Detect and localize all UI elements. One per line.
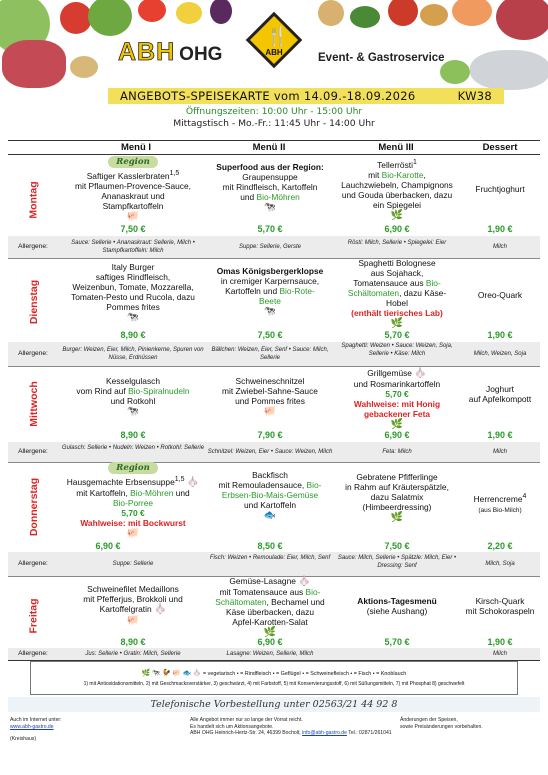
footer-right: Änderungen der Speisen, sowie Preisänderungen vorbehalten. [400, 717, 483, 730]
pig-icon: 🐖 [126, 210, 140, 222]
price-mittwoch-menu1: 8,90 € [120, 430, 146, 440]
allergy-montag-menu2: Suppe: Sellerie, Gerste [238, 244, 302, 250]
lettuce-decoration [88, 0, 132, 36]
allergy-label: Allergene: [18, 650, 48, 657]
menu-title-bar [108, 88, 504, 104]
price-montag-menu3: 6,90 € [384, 224, 410, 234]
day-label-mittwoch: Mittwoch [28, 381, 40, 427]
allergy-montag-menu3: Rösti: Milch, Sellerie • Spiegelei: Eier [347, 240, 447, 246]
footer-left: Auch im Internet unter: www.abh-gastro.de (Kreishaus) [10, 717, 62, 743]
garlic-icon: 🧄 [186, 476, 200, 488]
cow-icon: 🐄 [263, 306, 277, 317]
dish-montag-menu2: Superfood aus der Region: Graupensuppe mit Rindfleisch, Kartoffeln und Bio-Möhren 🐄 [216, 162, 324, 213]
logo-badge-text: ABH [265, 48, 283, 57]
dish-freitag-dessert: Kirsch-Quark mit Schokoraspeln [465, 596, 535, 616]
bread-decoration [420, 4, 448, 26]
dish-freitag-menu2: Gemüse-Lasagne 🧄 mit Tomatensauce aus Bio- Schältomaten, Bechamel und Käse überbacken, dazu Apfel-Karotten-Salat 🌿 [215, 576, 325, 638]
legend-text: = vegetarisch • = Rindfleisch • = Geflügel • = Schweinefleisch • = Fisch • = Knoblauch [203, 671, 407, 677]
price-dienstag-menu1: 8,90 € [120, 330, 146, 340]
dish-montag-menu1: Region Saftiger Kasslerbraten$^{1,5}$ mit Pflaumen-Provence-Sauce, Ananaskraut und Stampfkartoffeln 🐖 [75, 157, 191, 222]
pig-icon: 🐖 [126, 615, 140, 626]
table-divider [8, 140, 540, 141]
cow-icon: 🐄 [151, 670, 161, 677]
garlic-icon: 🧄 [298, 576, 311, 587]
price-dienstag-menu3: 5,70 € [384, 330, 410, 340]
allergy-dienstag-menu2: Bällchen: Weizen, Eier, Senf • Sauce: Milch, Sellerie [211, 347, 329, 361]
column-header-menu3: Menü III [378, 142, 414, 153]
allergy-donnerstag-menu1: Suppe: Sellerie [112, 561, 154, 567]
cow-icon: 🐄 [126, 406, 140, 417]
price-montag-menu1: 7,50 € [120, 224, 146, 234]
opening-hours: Öffnungszeiten: 10:00 Uhr - 15:00 Uhr [185, 106, 363, 117]
price-donnerstag-menu1: 6,90 € [95, 541, 121, 551]
price-montag-dessert: 1,90 € [487, 224, 513, 234]
region-badge: Region [108, 462, 158, 474]
column-header-menu2: Menü II [252, 142, 286, 153]
allergy-label: Allergene: [18, 350, 48, 357]
price-mittwoch-menu2: 7,90 € [257, 430, 283, 440]
company-tagline: Event- & Gastroservice [318, 52, 445, 64]
table-divider [8, 154, 540, 155]
leaf-icon: 🌿 [390, 318, 404, 329]
day-label-dienstag: Dienstag [28, 279, 40, 325]
allergy-dienstag-dessert: Milch, Weizen, Soja [473, 351, 527, 357]
dish-dienstag-menu2: Omas Königsbergerklopse in cremiger Karpernsauce, Kartoffeln und Bio-Rote- Beete 🐄 [216, 266, 324, 317]
website-link[interactable]: www.abh-gastro.de [10, 723, 54, 730]
allergy-donnerstag-menu3: Sauce: Milch, Sellerie • Spätzle: Milch, Eier • Dressing: Senf [337, 555, 457, 569]
allergy-label: Allergene: [18, 560, 48, 567]
dish-mittwoch-menu1: Kesselgulasch vom Rind auf Bio-Spiralnudeln und Rotkohl 🐄 [76, 376, 190, 417]
allergy-dienstag-menu1: Burger: Weizen, Eier, Milch, Pinienkerne, Spuren von Nüsse, Erdnüssen [62, 347, 204, 361]
price-freitag-menu1: 8,90 € [120, 637, 146, 647]
legend-box [30, 661, 518, 695]
dish-mittwoch-dessert: Joghurt auf Apfelkompott [468, 384, 532, 404]
logo-abh-text: ABH [118, 38, 176, 66]
allergy-montag-dessert: Milch [492, 244, 507, 250]
cutlery-icon: 🍴 [266, 26, 289, 46]
lunch-hours: Mittagstisch - Mo.-Fr.: 11:45 Uhr - 14:00 Uhr [173, 118, 375, 129]
table-divider [8, 366, 540, 367]
price-freitag-dessert: 1,90 € [487, 637, 513, 647]
fish-icon: 🐟 [263, 510, 277, 521]
eggplant-decoration [210, 0, 232, 24]
dish-montag-dessert: Fruchtjoghurt [475, 184, 525, 194]
dish-donnerstag-dessert: Herrencreme$^4$ (aus Bio-Milch) [473, 493, 527, 514]
garlic-icon: 🧄 [192, 670, 202, 677]
pig-icon: 🐖 [263, 406, 277, 417]
dish-montag-menu3: Tellerrösti$^1$ mit Bio-Karotte, Lauchzwiebeln, Champignons und Gouda überbacken, dazu ein Spiegelei 🌿 [341, 159, 453, 221]
dish-mittwoch-menu2: Schweineschnitzel mit Zwiebel-Sahne-Sauce und Pommes frites 🐖 [222, 376, 318, 417]
dish-dienstag-menu3: Spaghetti Bolognese aus Sojahack, Tomatensauce aus Bio- Schältomaten, dazu Käse- Hobel (enthält tierisches Lab) 🌿 [347, 258, 447, 329]
dish-freitag-menu3: Aktions-Tagesmenü (siehe Aushang) [357, 596, 437, 616]
price-dienstag-menu2: 7,50 € [257, 330, 283, 340]
legend-icons [31, 669, 517, 679]
allergy-dienstag-menu3: Spaghetti: Weizen • Sauce: Weizen, Soja, Sellerie • Käse: Milch [341, 343, 453, 357]
additives-legend: 1) mit Antioxidationsmitteln, 2) mit Geschmacksverstärker, 3) geschwärzt, 4) mit Farbstoff, 5) mit Konservierungsstoff, 6) mit Süßungsmitteln, 7) mit Phosphat 8) geschwefelt [83, 681, 465, 687]
column-header-menu1: Menü I [120, 142, 152, 153]
allergy-freitag-dessert: Milch [492, 651, 507, 657]
meat-decoration [496, 0, 548, 40]
dish-donnerstag-menu1: Region Hausgemachte Erbsensuppe$^{1,5}$ 🧄 mit Kartoffeln, Bio-Möhren und Bio-Porree 5,70 € Wahlweise: mit Bockwurst 🐖 [66, 463, 200, 539]
price-montag-menu2: 5,70 € [257, 224, 283, 234]
pepper-decoration [138, 0, 166, 22]
fish-icon: 🐟 [182, 670, 192, 677]
header-banner [0, 0, 548, 92]
allergy-label: Allergene: [18, 243, 48, 250]
meat-decoration [2, 40, 66, 88]
allergy-mittwoch-menu1: Gulasch: Sellerie • Nudeln: Weizen • Rotkohl: Sellerie [61, 445, 205, 451]
footer-middle: Alle Angebot immer nur so lange der Vorrat reicht. Es handelt sich um Aktionsangebote. ABH OHG Heinrich-Hertz-Str. 24, 46399 Bocholt, info@abh-gastro.de Tel.: 02871/261041 [190, 717, 392, 737]
pig-icon: 🐖 [172, 670, 182, 677]
calendar-week: KW38 [457, 89, 492, 103]
allergy-mittwoch-menu3: Feta: Milch [382, 449, 412, 455]
menu-title: ANGEBOTS-SPEISEKARTE vom 14.09.-18.09.2026 [120, 89, 416, 103]
leaf-icon: 🌿 [390, 512, 404, 523]
allergy-label: Allergene: [18, 448, 48, 455]
allergy-donnerstag-menu2: Fisch: Weizen • Remoulade: Eier, Milch, Senf [209, 555, 331, 561]
leaf-icon: 🌿 [390, 209, 404, 221]
leaf-icon: 🌿 [141, 670, 151, 677]
day-label-montag: Montag [28, 181, 41, 219]
price-mittwoch-menu3: 6,90 € [384, 430, 410, 440]
price-donnerstag-menu3: 7,50 € [384, 541, 410, 551]
column-header-dessert: Dessert [482, 142, 518, 153]
allergy-freitag-menu2: Lasagne: Weizen, Sellerie, Milch [226, 651, 314, 657]
price-donnerstag-menu2: 8,50 € [257, 541, 283, 551]
price-mittwoch-dessert: 1,90 € [487, 430, 513, 440]
day-label-freitag: Freitag [27, 598, 40, 634]
dish-mittwoch-menu3: Grillgemüse 🧄 und Rosmarinkartoffeln 5,70 € Wahlweise: mit Honig gebackener Feta 🌿 [353, 368, 441, 430]
dish-donnerstag-menu2: Backfisch mit Remouladensauce, Bio- Erbsen-Bio-Mais-Gemüse und Kartoffeln 🐟 [218, 470, 322, 521]
lemon-decoration [176, 2, 202, 24]
leaf-icon: 🌿 [390, 419, 404, 430]
allergy-mittwoch-menu2: Schnitzel: Weizen, Eier • Sauce: Weizen, Milch [207, 449, 333, 455]
garlic-icon: 🧄 [153, 604, 167, 615]
phone-preorder: Telefonische Vorbestellung unter 02563/21 44 92 8 [8, 697, 540, 712]
region-badge: Region [108, 156, 158, 168]
email-link[interactable]: info@abh-gastro.de [302, 730, 347, 737]
price-freitag-menu3: 5,70 € [384, 637, 410, 647]
dish-dienstag-dessert: Oreo-Quark [477, 290, 523, 300]
price-dienstag-dessert: 1,90 € [487, 330, 513, 340]
potato-decoration [70, 56, 98, 78]
dish-freitag-menu1: Schweinefilet Medaillons mit Pfefferjus, Brokkoli und Kartoffelgratin 🧄 🐖 [83, 584, 183, 626]
fish-decoration [470, 50, 548, 90]
onion-decoration [318, 0, 344, 26]
pig-icon: 🐖 [126, 527, 140, 539]
tomato-decoration [388, 0, 418, 26]
garlic-icon: 🧄 [414, 368, 427, 379]
logo-ohg-text: OHG [179, 44, 223, 65]
day-label-donnerstag: Donnerstag [28, 477, 40, 537]
allergy-donnerstag-dessert: Milch, Soja [485, 561, 515, 567]
herb-decoration [350, 6, 380, 28]
dish-donnerstag-menu3: Gebratene Pfifferlinge in Rahm auf Kräuterspätzle, dazu Salatmix (Himbeerdressing) 🌿 [345, 472, 449, 523]
allergy-montag-menu1: Sauce: Sellerie • Ananaskraut: Sellerie, Milch • Stampfkartoffeln: Milch [71, 240, 195, 254]
price-donnerstag-dessert: 2,20 € [487, 541, 513, 551]
shrimp-decoration [452, 0, 492, 26]
allergy-freitag-menu1: Jus: Sellerie • Gratin: Milch, Sellerie [85, 651, 181, 657]
chicken-icon: 🐓 [162, 670, 171, 677]
company-logo [118, 38, 222, 67]
price-freitag-menu2: 6,90 € [257, 637, 283, 647]
cow-icon: 🐄 [126, 312, 140, 323]
allergy-mittwoch-dessert: Milch [492, 449, 507, 455]
leaf-icon: 🌿 [263, 627, 277, 638]
cow-icon: 🐄 [263, 202, 277, 213]
dish-dienstag-menu1: Italy Burger saftiges Rindfleisch, Weizenbun, Tomate, Mozzarella, Tomaten-Pesto und Rucola, dazu Pommes frites 🐄 [71, 262, 195, 323]
